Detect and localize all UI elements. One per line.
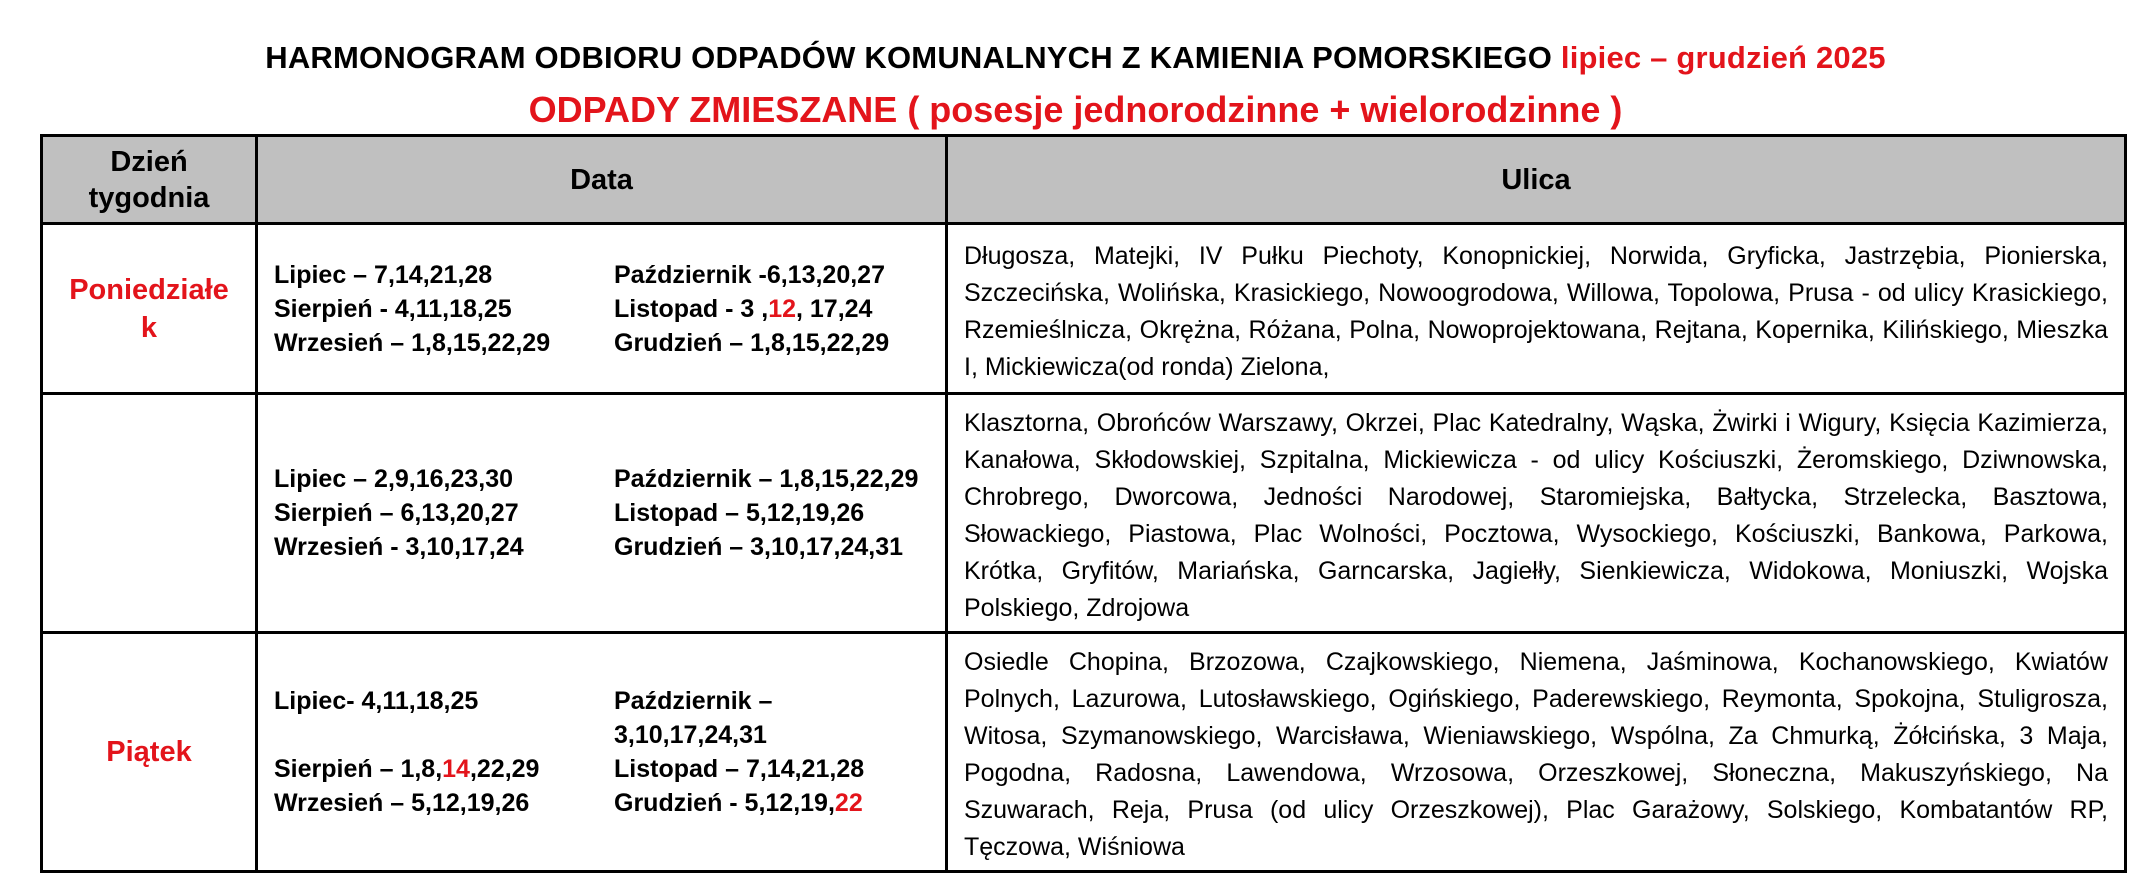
date-september: Wrzesień – 1,8,15,22,29 — [274, 328, 551, 357]
table-row-monday — [42, 224, 2126, 394]
header-street: Ulica — [947, 136, 2126, 224]
date-july: Lipiec- 4,11,18,25 — [274, 687, 479, 715]
date-august: Sierpień – 6,13,20,27 — [274, 499, 519, 527]
date-august: Sierpień – 1,8,14,22,29 — [274, 755, 540, 783]
day-cell — [42, 394, 257, 633]
title-main: HARMONOGRAM ODBIORU ODPADÓW KOMUNALNYCH Z KAMIENIA POMORSKIEGO — [265, 40, 1553, 75]
date-august: Sierpień - 4,11,18,25 — [274, 294, 512, 323]
date-highlight: 14 — [442, 755, 470, 783]
header-date: Data — [257, 136, 947, 224]
date-highlight: 12 — [768, 294, 796, 323]
table-row-friday — [42, 633, 2126, 872]
document-title — [0, 38, 2151, 78]
streets-cell: Klasztorna, Obrońców Warszawy, Okrzei, Plac Katedralny, Wąska, Żwirki i Wigury, Księcia Kazimierza, Kanałowa, Skłodowskiej, Szpitalna, Mickiewicza - od ulicy Kościuszki, Żeromskiego, Dziwnowska, Chrobrego, Dworcowa, Jedności Narodowej, Staromiejska, Bałtycka, Strzelecka, Basztowa, Słowackiego, Piastowa, Plac Wolności, Pocztowa, Wysockiego, Kościuszki, Bankowa, Parkowa, Krótka, Gryfitów, Mariańska, Garncarska, Jagiełły, Sienkiewicza, Widokowa, Moniuszki, Wojska Polskiego, Zdrojowa — [947, 394, 2126, 633]
dates-cell — [257, 633, 947, 872]
streets-cell: Długosza, Matejki, IV Pułku Piechoty, Konopnickiej, Norwida, Gryficka, Jastrzębia, Pionierska, Szczecińska, Wolińska, Krasickiego, Nowoogrodowa, Willowa, Topolowa, Prusa - od ulicy Krasickiego, Rzemieślnicza, Okrężna, Różana, Polna, Nowoprojektowana, Rejtana, Kopernika, Kilińskiego, Mieszka I, Mickiewicza(od ronda) Zielona, — [947, 224, 2126, 394]
date-december: Grudzień – 1,8,15,22,29 — [614, 328, 890, 357]
date-october: Październik -6,13,20,27 — [614, 260, 885, 289]
date-october: Październik – 3,10,17,24,31 — [614, 687, 773, 749]
date-september: Wrzesień – 5,12,19,26 — [274, 789, 530, 817]
header-day: Dzień tygodnia — [42, 136, 257, 224]
table-row-wednesday — [42, 394, 2126, 633]
date-november: Listopad - 3 ,12, 17,24 — [614, 294, 873, 323]
dates-cell — [257, 394, 947, 633]
date-october: Październik – 1,8,15,22,29 — [614, 465, 919, 493]
date-july: Lipiec – 7,14,21,28 — [274, 260, 493, 289]
date-november: Listopad – 7,14,21,28 — [614, 755, 865, 783]
schedule-table — [40, 134, 2127, 873]
title-period: lipiec – grudzień 2025 — [1560, 40, 1886, 75]
day-cell: Poniedziałe k — [42, 224, 257, 394]
document-subtitle: ODPADY ZMIESZANE ( posesje jednorodzinne + wielorodzinne ) — [528, 89, 1623, 130]
table-header-row — [42, 136, 2126, 224]
date-september: Wrzesień - 3,10,17,24 — [274, 533, 524, 561]
date-highlight: 22 — [834, 789, 863, 817]
date-november: Listopad – 5,12,19,26 — [614, 499, 865, 527]
streets-cell: Osiedle Chopina, Brzozowa, Czajkowskiego, Niemena, Jaśminowa, Kochanowskiego, Kwiatów Polnych, Lazurowa, Lutosławskiego, Ogińskiego, Paderewskiego, Reymonta, Spokojna, Stuligrosza, Witosa, Szymanowskiego, Warcisława, Wieniawskiego, Wspólna, Za Chmurką, Żółcińska, 3 Maja, Pogodna, Radosna, Lawendowa, Wrzosowa, Orzeszkowej, Słoneczna, Makuszyńskiego, Na Szuwarach, Reja, Prusa (od ulicy Orzeszkowej), Plac Garażowy, Solskiego, Kombatantów RP, Tęczowa, Wiśniowa — [947, 633, 2126, 872]
date-december: Grudzień – 3,10,17,24,31 — [614, 533, 904, 561]
day-cell: Piątek — [42, 633, 257, 872]
date-july: Lipiec – 2,9,16,23,30 — [274, 465, 514, 493]
date-december: Grudzień - 5,12,19,22 — [614, 789, 863, 817]
dates-cell — [257, 224, 947, 394]
